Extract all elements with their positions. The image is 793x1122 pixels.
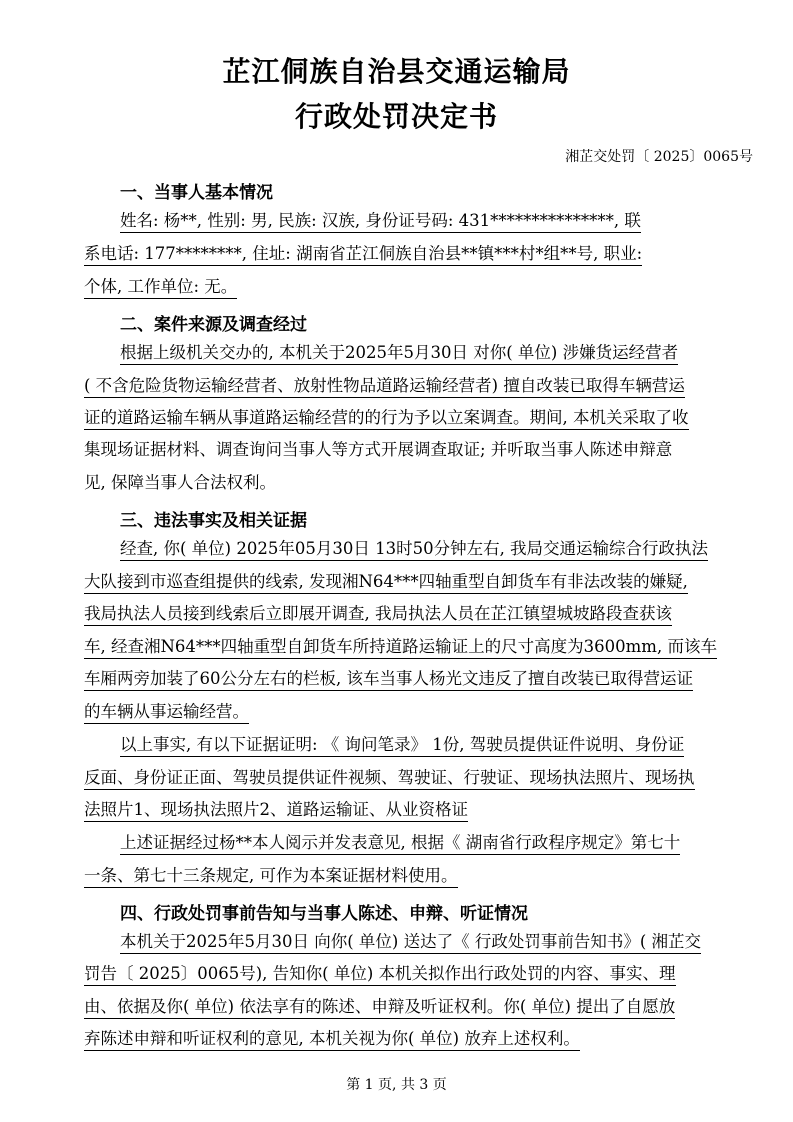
facts-line: 大队接到市巡查组提供的线索, 发现湘N64***四轴重型自卸货车有非法改装的嫌疑, (84, 572, 688, 592)
case-source-line: 根据上级机关交办的, 本机关于2025年5月30日 对你( 单位) 涉嫌货运经营者 (120, 343, 678, 363)
case-source-line: ( 不含危险货物运输经营者、放射性物品道路运输经营者) 擅自改装已取得车辆营运 (84, 376, 685, 396)
facts-line: 的车辆从事运输经营。 (84, 702, 249, 722)
facts-line: 经查, 你( 单位) 2025年05月30日 13时50分钟左右, 我局交通运输综合行政执法 (120, 539, 708, 559)
section-heading-prior-notice: 四、行政处罚事前告知与当事人陈述、申辩、听证情况 (120, 904, 528, 924)
evidence-line: 法照片1、现场执法照片2、道路运输证、从业资格证 (84, 800, 468, 820)
evidence-line: 上述证据经过杨**本人阅示并发表意见, 根据《 湖南省行政程序规定》第七十 (120, 833, 680, 853)
prior-notice-line: 本机关于2025年5月30日 向你( 单位) 送达了《 行政处罚事前告知书》( 湘芷交 (120, 932, 701, 952)
section-heading-violation-facts: 三、违法事实及相关证据 (120, 511, 307, 531)
evidence-line: 以上事实, 有以下证据证明: 《 询问笔录》 1份, 驾驶员提供证件说明、身份证 (120, 735, 684, 755)
prior-notice-line: 罚告〔 2025〕0065号), 告知你( 单位) 本机关拟作出行政处罚的内容、事实、理 (84, 964, 676, 984)
party-info-line: 姓名: 杨**, 性别: 男, 民族: 汉族, 身份证号码: 431***************, 联 (120, 211, 641, 231)
page-number: 第 1 页, 共 3 页 (346, 1077, 447, 1093)
party-info-line: 系电话: 177********, 住址: 湖南省芷江侗族自治县**镇***村*组**号, 职业: (84, 244, 642, 264)
facts-line: 车厢两旁加装了60公分左右的栏板, 该车当事人杨光文违反了擅自改装已取得营运证 (84, 669, 693, 689)
evidence-line: 一条、第七十三条规定, 可作为本案证据材料使用。 (84, 866, 458, 886)
document-number: 湘芷交处罚〔 2025〕0065号 (565, 149, 753, 165)
case-source-line: 集现场证据材料、调查询问当事人等方式开展调查取证; 并听取当事人陈述申辩意 (84, 440, 673, 459)
evidence-line: 反面、身份证正面、驾驶员提供证件视频、驾驶证、行驶证、现场执法照片、现场执 (84, 768, 695, 788)
section-heading-case-source: 二、案件来源及调查经过 (120, 315, 307, 335)
case-source-line: 证的道路运输车辆从事道路运输经营的的行为予以立案调查。期间, 本机关采取了收 (84, 408, 689, 428)
case-source-line: 见, 保障当事人合法权利。 (84, 473, 276, 492)
prior-notice-line: 弃陈述申辩和听证权利的意见, 本机关视为你( 单位) 放弃上述权利。 (84, 1029, 580, 1049)
facts-line: 我局执法人员接到线索后立即展开调查, 我局执法人员在芷江镇望城坡路段查获该 (84, 604, 672, 624)
agency-title: 芷江侗族自治县交通运输局 (222, 55, 571, 88)
party-info-line: 个体, 工作单位: 无。 (84, 277, 237, 297)
facts-line: 车, 经查湘N64***四轴重型自卸货车所持道路运输证上的尺寸高度为3600mm, 而该车 (84, 637, 717, 657)
document-type-title: 行政处罚决定书 (294, 100, 498, 133)
section-heading-party-info: 一、当事人基本情况 (120, 183, 273, 203)
prior-notice-line: 由、依据及你( 单位) 依法享有的陈述、申辩及听证权利。你( 单位) 提出了自愿放 (84, 997, 675, 1017)
